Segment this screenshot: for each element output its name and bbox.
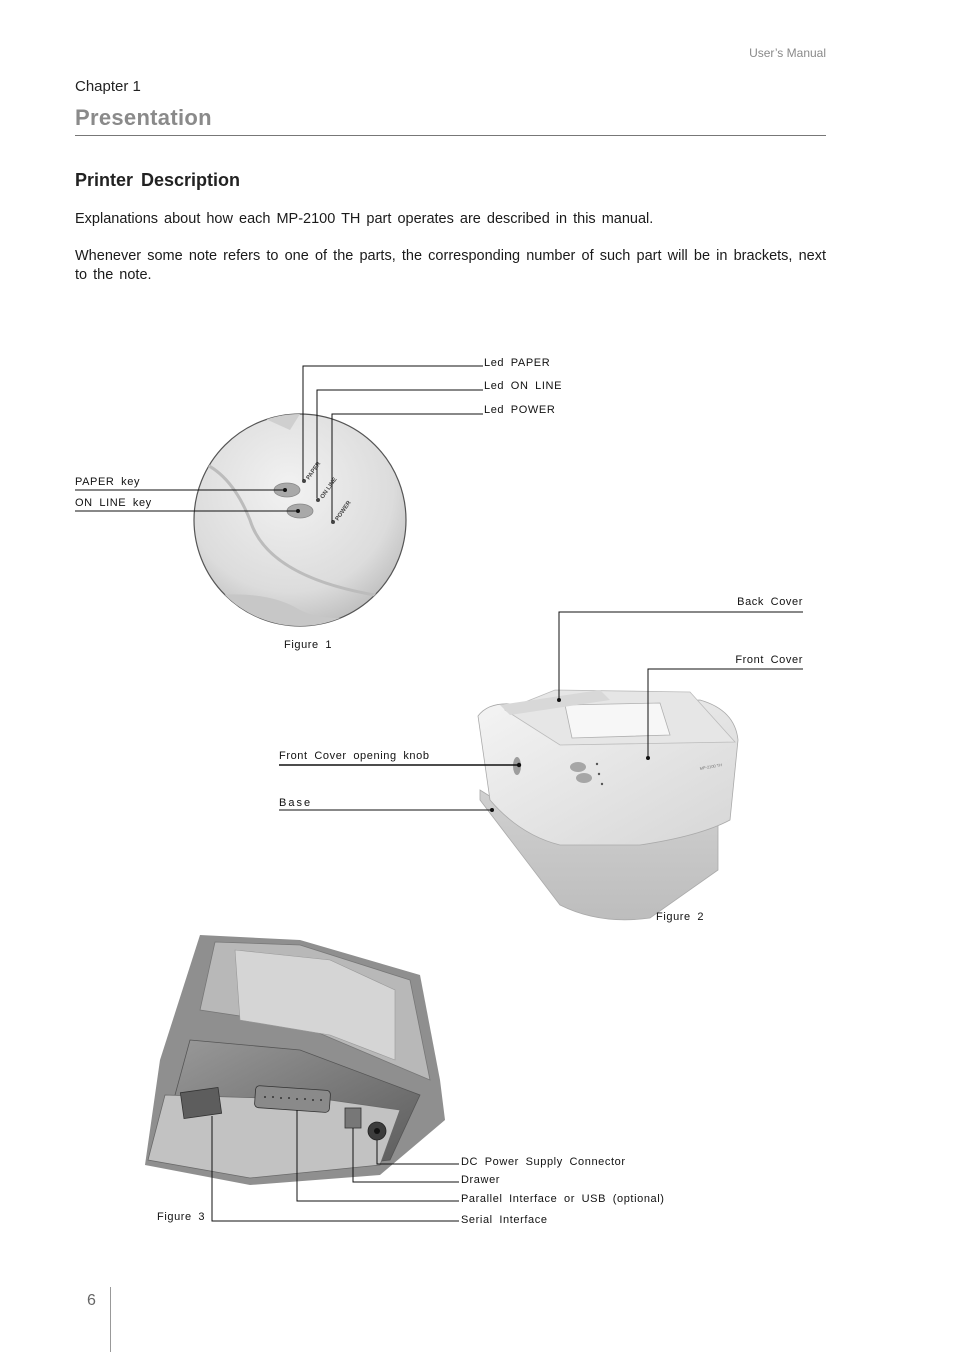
label-drawer: Drawer [461, 1174, 501, 1186]
figure3-caption: Figure 3 [157, 1211, 206, 1223]
label-serial-interface: Serial Interface [461, 1214, 548, 1226]
panel-paper-text: PAPER [305, 461, 323, 482]
label-led-paper: Led PAPER [484, 357, 551, 369]
figure1-closeup [180, 400, 420, 640]
label-parallel-interface: Parallel Interface or USB (optional) [461, 1193, 665, 1205]
figure3-printer [145, 935, 445, 1185]
manual-header: User’s Manual [749, 46, 826, 60]
label-front-cover: Front Cover [735, 654, 803, 666]
section-heading: Printer Description [75, 170, 241, 190]
note-paragraph: Whenever some note refers to one of the parts, the corresponding number of such part will be in brackets, next to the note. [75, 248, 826, 283]
label-base: Base [279, 797, 313, 809]
chapter-label: Chapter 1 [75, 78, 141, 95]
label-dc-power-connector: DC Power Supply Connector [461, 1156, 626, 1168]
label-led-power: Led POWER [484, 404, 556, 416]
intro-paragraph: Explanations about how each MP-2100 TH part operates are described in this manual. [75, 211, 654, 227]
panel-online-text: ON LINE [319, 476, 339, 501]
page-title: Presentation [75, 105, 212, 130]
panel-power-text: POWER [334, 500, 353, 523]
label-led-online: Led ON LINE [484, 380, 563, 392]
figure2-printer [478, 690, 738, 920]
footer-divider [110, 1287, 111, 1352]
page-number: 6 [87, 1292, 96, 1309]
label-back-cover: Back Cover [737, 596, 803, 608]
figure1-caption: Figure 1 [284, 639, 333, 651]
label-online-key: ON LINE key [75, 497, 152, 509]
label-paper-key: PAPER key [75, 476, 141, 488]
figure2-caption: Figure 2 [656, 911, 705, 923]
label-front-cover-knob: Front Cover opening knob [279, 750, 430, 762]
printer-model-text: MP-2100 TH [699, 762, 723, 771]
